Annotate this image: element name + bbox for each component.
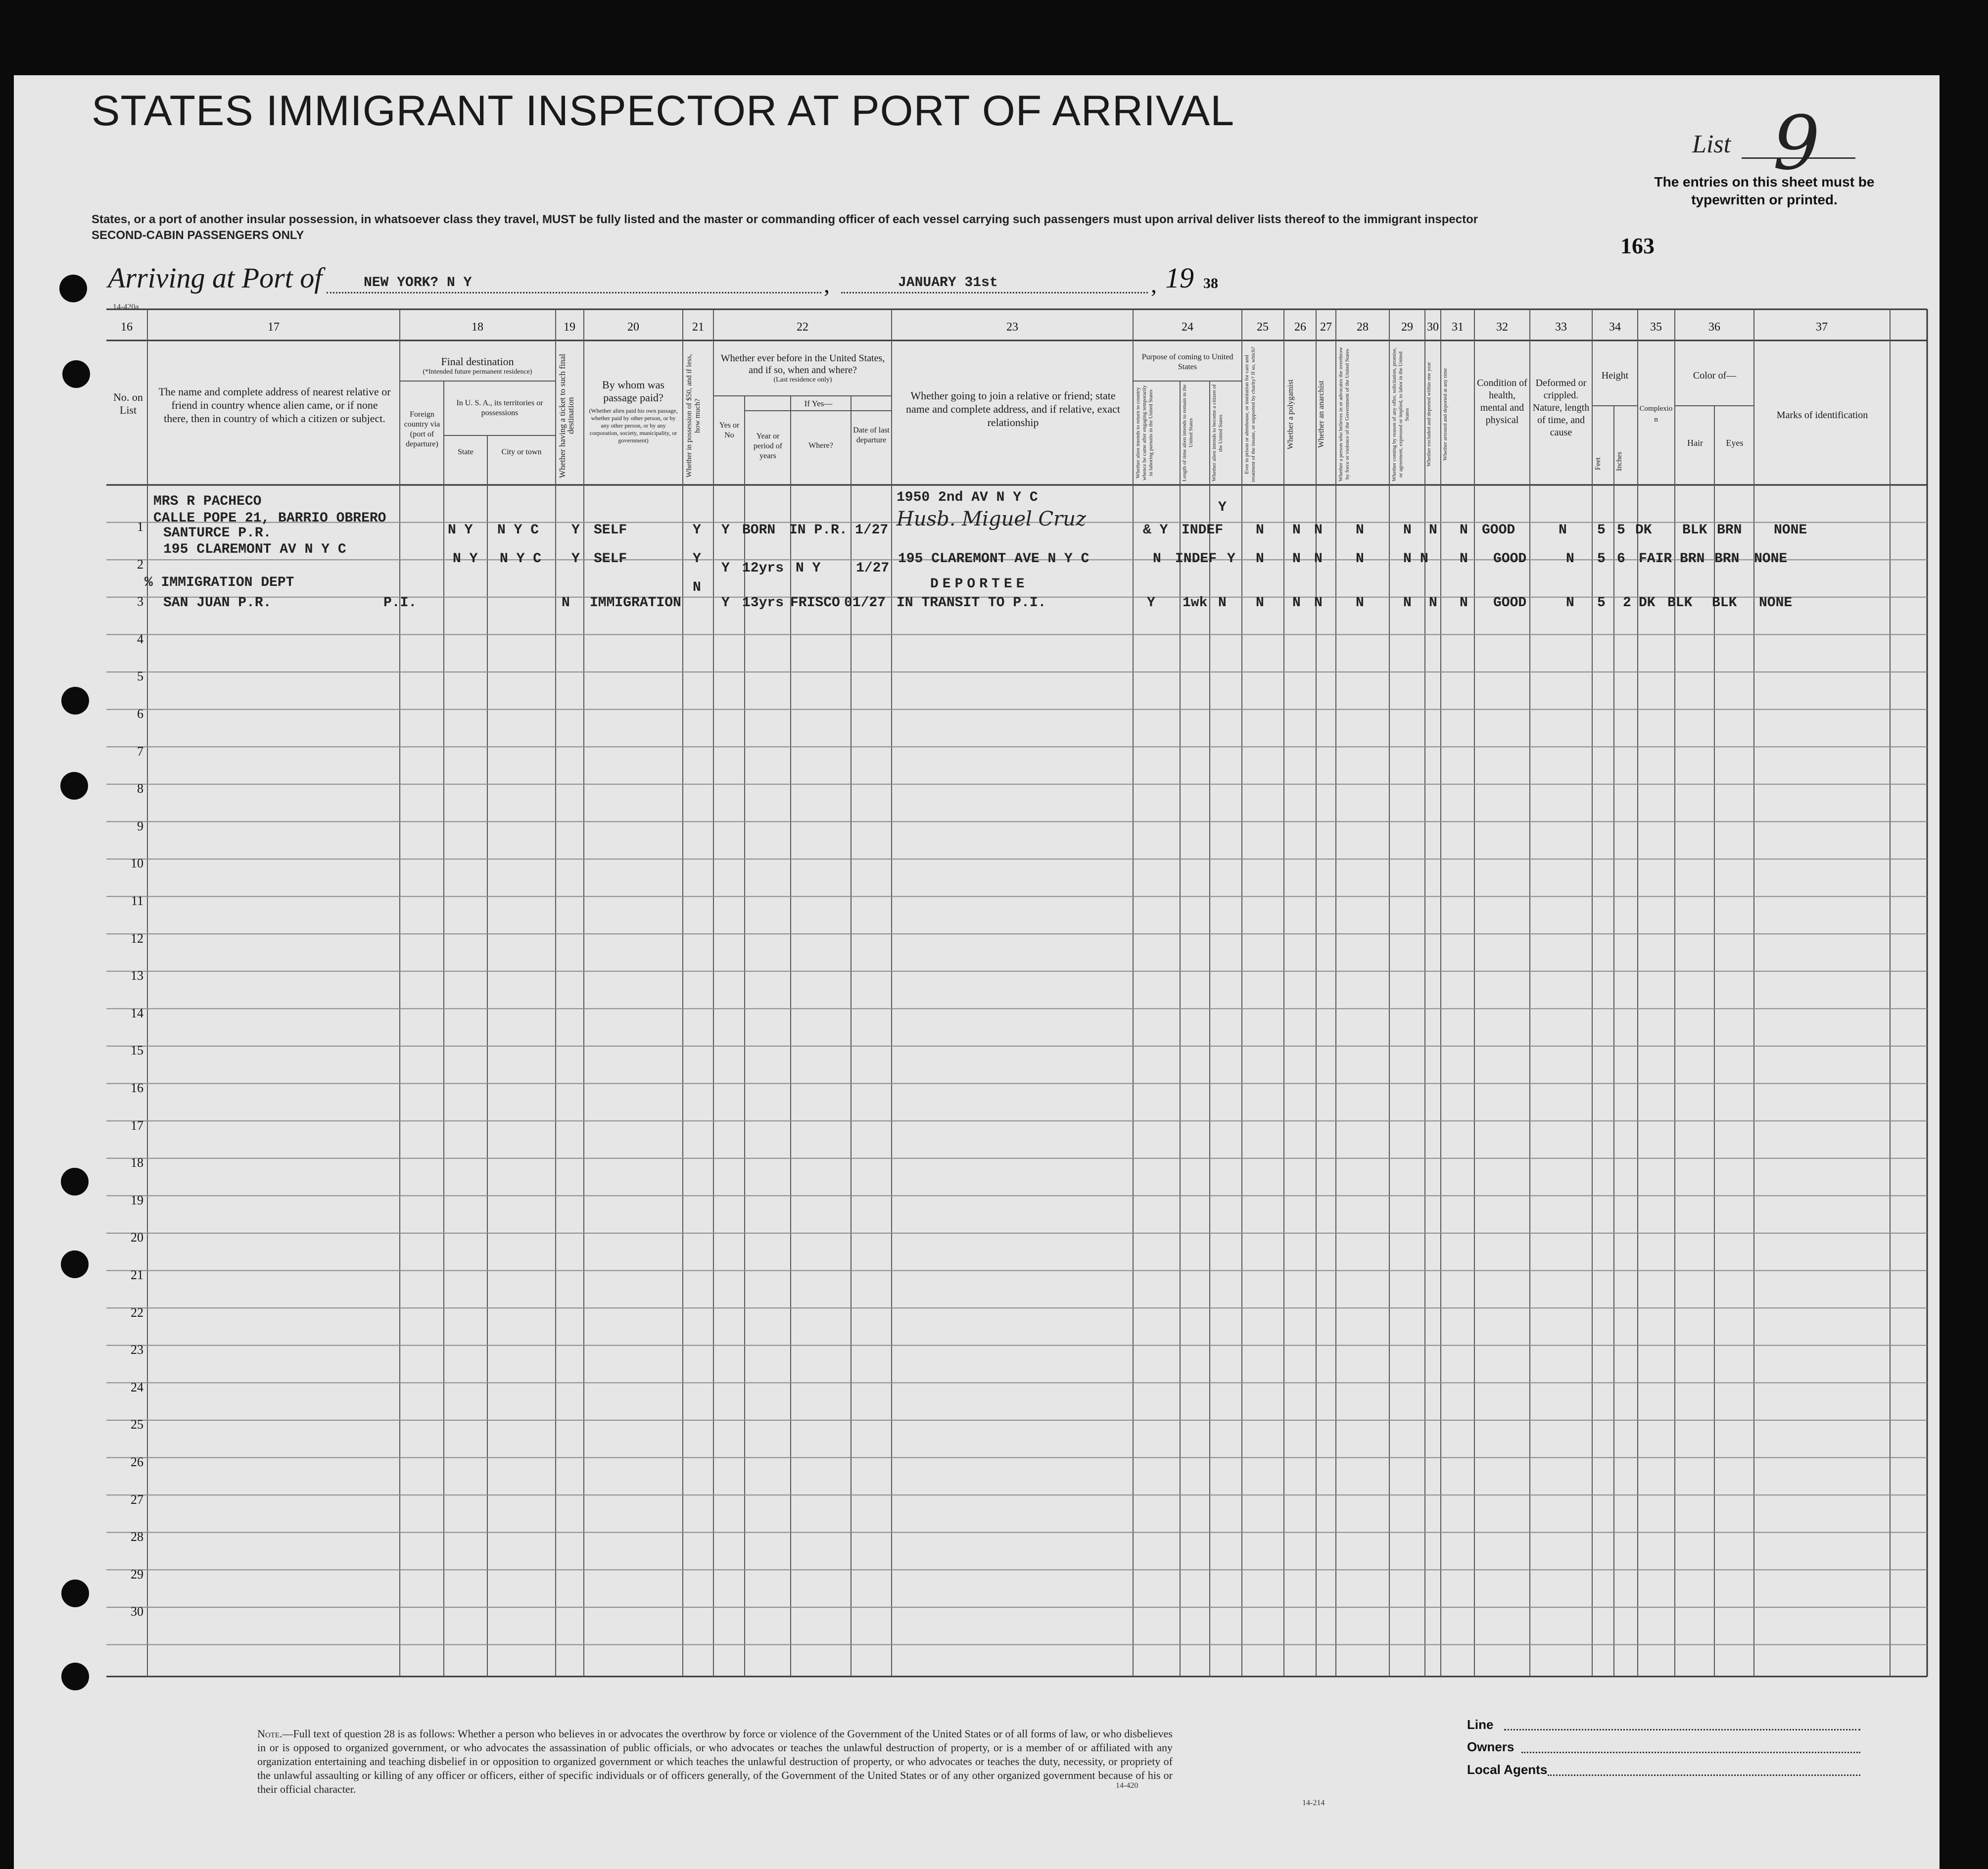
row3-c27: N [1314,595,1323,611]
row2-relative-1: 195 CLAREMONT AV N Y C [163,542,346,557]
row1-last-departure: 1/27 [855,523,889,538]
port-value: NEW YORK? N Y [364,275,472,290]
header-passage-paid-sub: (Whether alien paid his own passage, whether paid by other person, or by any other person, or by any corporation, society, municipality, or government) [589,407,678,444]
row2-money: Y [693,551,701,567]
row-number: 6 [137,707,143,721]
header-purpose-citizen: Whether alien intends to become a citizen of the United States [1211,384,1224,482]
colnum-25: 25 [1257,321,1269,334]
header-purpose-length: Length of time alien intends to remain in the United States [1182,384,1194,482]
header-relative: The name and complete address of nearest relative or friend in country whence alien came, or if none there, then in country of which a citizen or subject. [158,385,391,425]
row2-marks: NONE [1754,551,1788,567]
header-hair: Hair [1687,438,1703,448]
row-number: 24 [131,1380,143,1394]
row-number: 8 [137,781,143,796]
row1-marks: NONE [1774,523,1807,538]
row1-eyes: BRN [1717,523,1742,538]
header-anarchist: Whether an anarchist [1317,381,1325,448]
row-number: 13 [131,968,143,983]
row3-c26: N [1292,595,1301,611]
row2-city: N Y C [500,551,542,567]
row3-c29: N [1403,595,1412,611]
row1-c27: N [1314,523,1323,538]
colnum-16: 16 [121,321,133,334]
punch-hole [62,360,90,388]
header-final-destination-title: Final destination [441,355,514,368]
row-number: 22 [131,1305,143,1320]
row-number: 16 [131,1081,143,1095]
row1-relative-1: MRS R PACHECO [153,494,262,509]
row1-inches: 5 [1617,523,1625,538]
row-number: 17 [131,1118,143,1133]
header-purpose: Purpose of coming to United States [1141,353,1233,371]
row3-health: GOOD [1493,595,1527,611]
header-yes-or-no: Yes or No [719,421,740,439]
row3-years: 13yrs [742,595,784,611]
row-number: 10 [131,856,143,871]
colnum-17: 17 [268,321,280,334]
footer-owners-dots [1521,1752,1860,1753]
row2-c29: N [1403,551,1412,567]
footer-note [257,1727,1173,1796]
row3-relative-2: SAN JUAN P.R. [163,595,272,611]
footer-note-text: —Full text of question 28 is as follows: Whether a person who believes in or advocates the overthrow by force or violence of the Government of the United States or of all forms of law, or who disbelieves in or is opposed to organized government, or who advocates the assassination of public officials, or who advocates or teaches the unlawful destruction of property, or is a member of or affiliated with any organization entertaining and teaching disbelief in or opposition to organized government or which teaches the unlawful destruction of property, or who advocates or teaches the duty, necessity, or propriety of the unlawful assaulting or killing of any officer or officers, either of specific individuals or of officers generally, of the Government of the United States or of any other organized government because of his or their official character. [257,1727,1173,1795]
row1-c25: N [1256,523,1264,538]
typewrite-note: The entries on this sheet must be typewritten or printed. [1654,174,1875,207]
punch-hole [59,275,87,302]
row3-money: N [693,580,701,595]
row1-c29: N [1403,523,1412,538]
row3-ticket: N [562,595,570,611]
colnum-33: 33 [1555,321,1567,334]
row-number: 11 [131,894,143,908]
row-number: 18 [131,1155,143,1170]
header-feet: Feet [1594,457,1602,471]
colnum-26: 26 [1294,321,1306,334]
notice-line-1: States, or a port of another insular possession, in whatsoever class they travel, MUST be fully listed and the master or commanding officer of each vessel carrying such passengers must upon arrival deliver lists thereof to the immigrant inspector [92,213,1478,226]
row1-state: N Y [448,523,473,538]
punch-hole [61,1168,89,1196]
row-number: 30 [131,1604,143,1619]
header-last-departure: Date of last departure [853,426,890,444]
header-ticket: Whether having a ticket to such final destination [558,353,575,478]
row2-join-address: 195 CLAREMONT AVE N Y C [898,551,1089,567]
colnum-27: 27 [1320,321,1332,334]
colnum-32: 32 [1496,321,1508,334]
row2-purpose-citizen: Y [1227,551,1235,567]
row1-complexion: DK [1635,523,1652,538]
row3-complexion: DK [1639,595,1656,611]
row-number: 1 [137,520,143,534]
header-city: City or town [501,448,542,456]
row2-c25: N [1256,551,1264,567]
colnum-29: 29 [1401,321,1413,334]
row-number: 23 [131,1342,143,1357]
header-arrested: Whether arrested and deported at any time [1442,368,1448,461]
row2-paid-by: SELF [594,551,627,567]
row2-ticket: Y [571,551,580,567]
colnum-34: 34 [1609,321,1621,334]
row1-purpose-length: INDEF [1182,523,1224,538]
row1-deformed: N [1559,523,1567,538]
row2-years: 12yrs [742,561,784,576]
header-foreign-country: Foreign country via (port of departure) [404,410,440,448]
row1-years: BORN [742,523,776,538]
row2-before: Y [721,561,730,576]
year-prefix: 19 [1165,262,1194,294]
row2-c30: N [1420,551,1428,567]
footer-owners-label: Owners [1467,1739,1515,1754]
header-overthrow: Whether a person who believes in or advocates the overthrow by force or violence of the Government of the United States [1338,347,1350,482]
row2-c28: N [1356,551,1364,567]
row1-hair: BLK [1682,523,1707,538]
footer-note-label: Note. [257,1727,283,1740]
header-ever-before-title: Whether ever before in the United States, and if so, when and where? [720,353,885,376]
row-number: 25 [131,1417,143,1432]
row-number: 28 [131,1530,143,1544]
footer-line-dots [1504,1729,1860,1730]
row-number: 4 [137,631,143,646]
header-height: Height [1601,370,1629,381]
row2-c26: N [1292,551,1301,567]
row1-ticket: Y [571,523,580,538]
notice-text [92,212,1601,243]
row2-deformed: N [1566,551,1574,567]
header-purpose-return: Whether alien intends to return to country whence he came after engaging temporarily in laboring pursuits in the United States [1135,385,1154,481]
row3-last-departure: 01/27 [844,595,886,611]
header-labor-offer: Whether coming by reason of any offer, solicitation, promise, or agreement, expressed or implied, to labor in the United States [1391,347,1410,481]
form-code-top: 14-420a [113,303,139,311]
row3-c25: N [1256,595,1264,611]
row-number: 12 [131,931,143,946]
row1-join-address: 1950 2nd AV N Y C [897,490,1038,505]
header-ever-before [715,352,891,384]
header-color-of: Color of— [1693,370,1737,381]
header-complexion: Complexion [1639,405,1673,424]
row1-purpose-return: & Y [1143,523,1168,538]
colnum-19: 19 [564,321,575,334]
form-code-2: 14-214 [1302,1799,1325,1807]
row1-city: N Y C [497,523,539,538]
row2-last-departure: 1/27 [856,561,890,576]
footer-agents-label: Local Agents [1467,1762,1548,1777]
row3-hair: BLK [1667,595,1693,611]
colnum-20: 20 [627,321,639,334]
colnum-35: 35 [1650,321,1662,334]
punch-hole [60,772,88,800]
row1-c31: N [1460,523,1468,538]
header-excluded: Whether excluded and deported within one year [1426,362,1432,467]
row2-eyes: BRN [1714,551,1740,567]
punch-hole [61,1580,89,1607]
row3-foreign: P.I. [383,595,417,611]
header-ever-before-sub: (Last residence only) [773,376,832,383]
header-final-destination [401,355,554,376]
list-label: List [1692,130,1731,158]
header-eyes: Eyes [1726,438,1744,448]
row3-c28: N [1356,595,1364,611]
footer-agents-dots [1548,1774,1860,1776]
header-polygamist: Whether a polygamist [1286,379,1295,450]
colnum-22: 22 [797,321,808,334]
header-join-relative: Whether going to join a relative or friend; state name and complete address, and if relative, exact relationship [905,389,1121,429]
row2-inches: 6 [1617,551,1625,567]
row1-feet: 5 [1597,523,1606,538]
page-title: STATES IMMIGRANT INSPECTOR AT PORT OF ARRIVAL [92,87,1235,135]
row-number: 26 [131,1455,143,1469]
header-passage-paid-title: By whom was passage paid? [602,379,664,404]
row3-purpose-length: 1wk [1183,595,1208,611]
comma: , [824,272,830,298]
punch-hole [61,1663,89,1690]
row3-inches: 2 [1623,595,1631,611]
colnum-31: 31 [1452,321,1464,334]
row3-eyes: BLK [1712,595,1737,611]
header-health: Condition of health, mental and physical [1477,378,1527,426]
row1-c26: N [1292,523,1301,538]
date-value: JANUARY 31st [898,275,998,290]
row1-paid-by: SELF [594,523,627,538]
row3-c30: N [1429,595,1437,611]
row-number: 3 [137,594,143,609]
row-number: 29 [131,1567,143,1581]
notice-line-2: SECOND-CABIN PASSENGERS ONLY [92,229,304,242]
row-number: 7 [137,744,143,759]
row2-health: GOOD [1493,551,1527,567]
row3-purpose-citizen: N [1218,595,1227,611]
header-state: State [458,448,473,456]
colnum-21: 21 [692,321,704,334]
punch-hole [61,1250,89,1278]
row-number: 14 [131,1006,143,1020]
header-passage-paid [586,379,680,444]
punch-hole [61,687,89,715]
row3-deformed: N [1566,595,1574,611]
row2-c31: N [1460,551,1468,567]
footer-line-label: Line [1467,1717,1494,1732]
row1-where: IN P.R. [789,523,848,538]
row-number: 9 [137,818,143,833]
row1-money: Y [693,523,701,538]
row2-purpose-length: INDEF [1175,551,1217,567]
row2-hair: BRN [1680,551,1705,567]
row1-before: Y [721,523,730,538]
manifest-sheet [14,75,1940,1869]
colnum-24: 24 [1182,321,1193,334]
header-if-yes: If Yes— [804,399,833,408]
header-marks: Marks of identification [1776,410,1868,421]
row3-purpose-return: Y [1147,595,1155,611]
row1-health: GOOD [1482,523,1515,538]
row1-c28: N [1356,523,1364,538]
date-line [841,292,1148,293]
header-fifty-dollars: Whether in possession of $50, and if less, how much? [685,354,702,478]
row-number: 5 [137,669,143,684]
row2-complexion: FAIR [1639,551,1672,567]
header-final-destination-sub: (*Intended future permanent residence) [423,368,532,376]
row3-before: Y [721,595,730,611]
row2-state: N Y [453,551,478,567]
comma: , [1151,272,1157,298]
colnum-30: 30 [1427,321,1439,334]
sheet-number: 163 [1620,233,1655,258]
header-deformed: Deformed or crippled. Nature, length of time, and cause [1532,378,1590,438]
row2-feet: 5 [1597,551,1606,567]
row3-join-1: DEPORTEE [930,576,1029,592]
header-year: Year or period of years [753,432,783,460]
header-in-usa: In U. S. A., its territories or possessions [456,399,543,417]
year-suffix: 38 [1203,275,1218,291]
row-number: 21 [131,1268,143,1282]
row2-purpose-return: N [1153,551,1161,567]
colnum-23: 23 [1006,321,1018,334]
header-inches: Inches [1615,451,1623,472]
row3-relative-1: % IMMIGRATION DEPT [144,575,294,590]
row3-feet: 5 [1597,595,1606,611]
list-number: 9 [1773,100,1820,187]
row1-join-handwritten: Husb. Miguel Cruz [897,508,1087,530]
form-code: 14-420 [1116,1781,1138,1790]
row1-purpose-citizen-mark: Y [1218,500,1227,515]
row3-paid-by: IMMIGRATION [590,595,681,611]
row-number: 2 [137,557,143,572]
port-line [327,292,821,293]
row2-where: N Y [796,561,821,576]
header-no-on-list: No. on List [113,391,143,416]
arriving-label: Arriving at Port of [108,262,323,294]
row2-c27: N [1314,551,1323,567]
row3-c31: N [1460,595,1468,611]
header-prison: Ever in prison or almshouse, or institution for care and treatment of the insane, or supported by charity? If so, which? [1244,346,1256,482]
row-number: 15 [131,1043,143,1058]
row3-join-2: IN TRANSIT TO P.I. [897,595,1046,611]
colnum-37: 37 [1816,321,1828,334]
colnum-28: 28 [1357,321,1369,334]
row-number: 20 [131,1230,143,1245]
row-number: 19 [131,1193,143,1207]
row3-marks: NONE [1759,595,1793,611]
row-number: 27 [131,1492,143,1507]
row1-c30: N [1429,523,1437,538]
row1-relative-3: SANTURCE P.R. [163,526,272,541]
row1-relative-2: CALLE POPE 21, BARRIO OBRERO [153,511,386,526]
colnum-18: 18 [472,321,483,334]
colnum-36: 36 [1708,321,1720,334]
header-where: Where? [808,441,833,450]
row3-where: FRISCO [790,595,840,611]
